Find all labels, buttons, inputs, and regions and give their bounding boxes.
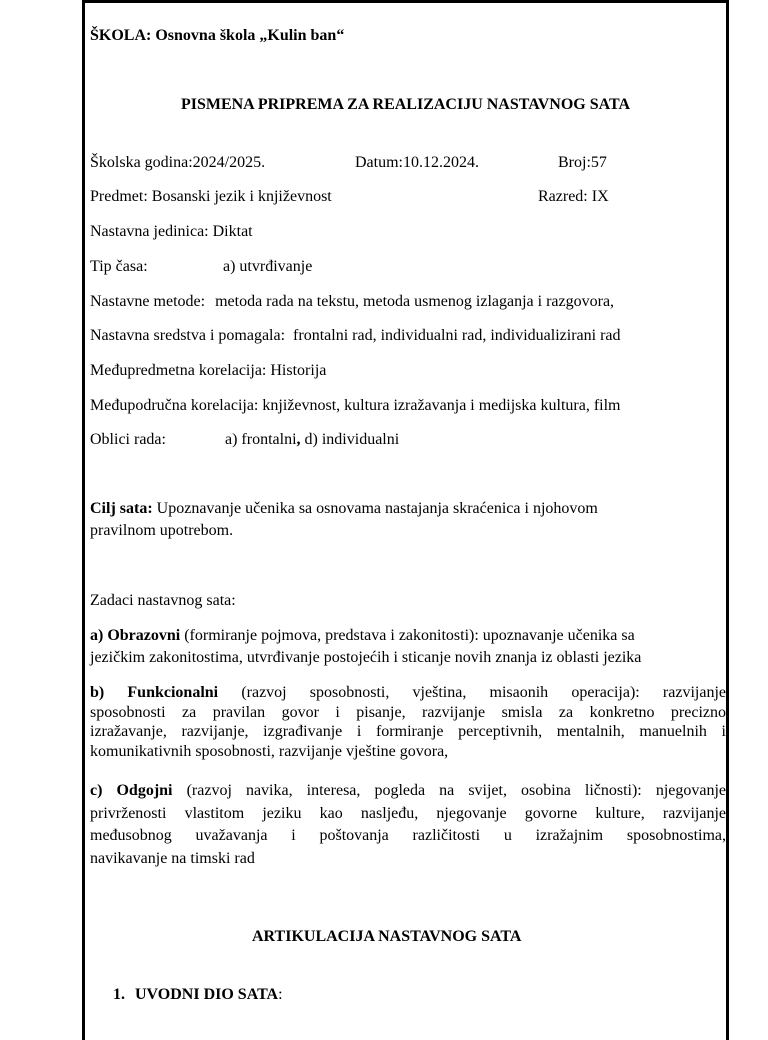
task-a-line1: (formiranje pojmova, predstava i zakonitosti): upoznavanje učenika sa bbox=[184, 627, 635, 644]
section-title: UVODNI DIO SATA bbox=[135, 986, 279, 1003]
date: Datum:10.12.2024. bbox=[355, 154, 479, 171]
section-heading-intro bbox=[113, 985, 283, 1005]
lesson-goal bbox=[90, 499, 726, 541]
task-a-label: a) Obrazovni bbox=[90, 627, 181, 644]
form-frontal: a) frontalni bbox=[225, 431, 297, 448]
lesson-number: Broj:57 bbox=[558, 154, 607, 171]
teaching-methods bbox=[90, 292, 614, 312]
goal-text-line1: Upoznavanje učenika sa osnovama nastajanja skraćenica i njohovom bbox=[156, 500, 598, 517]
task-c-line1: (razvoj navika, interesa, pogleda na svijet, osobina ličnosti): njegovanje bbox=[186, 782, 727, 799]
lesson-type-label: Tip časa: bbox=[90, 258, 148, 275]
lesson-type-value: a) utvrđivanje bbox=[223, 258, 313, 275]
school-label: ŠKOLA: bbox=[90, 27, 152, 44]
means-label: Nastavna sredstva i pomagala: bbox=[90, 327, 286, 344]
school-line bbox=[90, 26, 344, 46]
teaching-means bbox=[90, 326, 621, 346]
task-b-line1: (razvoj sposobnosti, vještina, misaonih operacija): razvijanje bbox=[241, 684, 727, 701]
task-c-line4: navikavanje na timski rad bbox=[90, 849, 255, 867]
methods-label: Nastavne metode: bbox=[90, 293, 206, 310]
school-name: Osnovna škola „Kulin ban“ bbox=[155, 27, 345, 44]
school-year: Školska godina:2024/2025. bbox=[90, 154, 266, 171]
section-colon: : bbox=[278, 986, 283, 1003]
task-b-line2: sposobnosti za pravilan govor i pisanje, razvijanje smisla za konkretno precizno bbox=[90, 703, 726, 721]
task-functional bbox=[90, 683, 726, 761]
goal-text-line2: pravilnom upotrebom. bbox=[90, 522, 234, 539]
subject-correlation: Međupredmetna korelacija: Historija bbox=[90, 362, 327, 379]
methods-value: metoda rada na tekstu, metoda usmenog izlaganja i razgovora, bbox=[215, 293, 615, 310]
task-educational bbox=[90, 626, 726, 668]
task-c-label: c) Odgojni bbox=[90, 782, 173, 799]
teaching-unit: Nastavna jedinica: Diktat bbox=[90, 223, 253, 240]
task-b-label: b) Funkcionalni bbox=[90, 684, 219, 701]
task-c-line2: privrženosti vlastitom jeziku kao nasljeđu, njegovanje govorne kulture, razvijanje bbox=[90, 804, 726, 822]
task-upbringing bbox=[90, 780, 726, 870]
task-b-line3: izražavanje, razvijanje, izgrađivanje i formiranje perceptivnih, mentalnih, manuelnih i bbox=[90, 723, 726, 740]
grade: Razred: IX bbox=[538, 188, 609, 205]
document-title: PISMENA PRIPREMA ZA REALIZACIJU NASTAVNOG SATA bbox=[180, 96, 631, 113]
task-a-line2: jezičkim zakonitostima, utvrđivanje postojećih i sticanje novih znanja iz oblasti jezika bbox=[90, 649, 642, 666]
tasks-heading: Zadaci nastavnog sata: bbox=[90, 592, 236, 609]
form-individual: d) individualni bbox=[304, 431, 400, 448]
subject: Predmet: Bosanski jezik i književnost bbox=[90, 188, 332, 205]
goal-label: Cilj sata: bbox=[90, 500, 153, 517]
task-c-line3: međusobnog uvažavanja i poštovanja različitosti u izražajnim sposobnostima, bbox=[90, 827, 726, 844]
work-forms-label: Oblici rada: bbox=[90, 431, 166, 448]
task-b-line4: komunikativnih sposobnosti, razvijanje vještine govora, bbox=[90, 742, 449, 760]
form-separator: , bbox=[296, 431, 301, 448]
area-correlation: Međupodručna korelacija: književnost, kultura izražavanja i medijska kultura, film bbox=[90, 397, 621, 414]
articulation-title: ARTIKULACIJA NASTAVNOG SATA bbox=[252, 928, 522, 945]
means-value: frontalni rad, individualni rad, individualizirani rad bbox=[293, 327, 621, 344]
work-forms-value bbox=[225, 430, 399, 450]
section-number: 1. bbox=[113, 986, 125, 1003]
